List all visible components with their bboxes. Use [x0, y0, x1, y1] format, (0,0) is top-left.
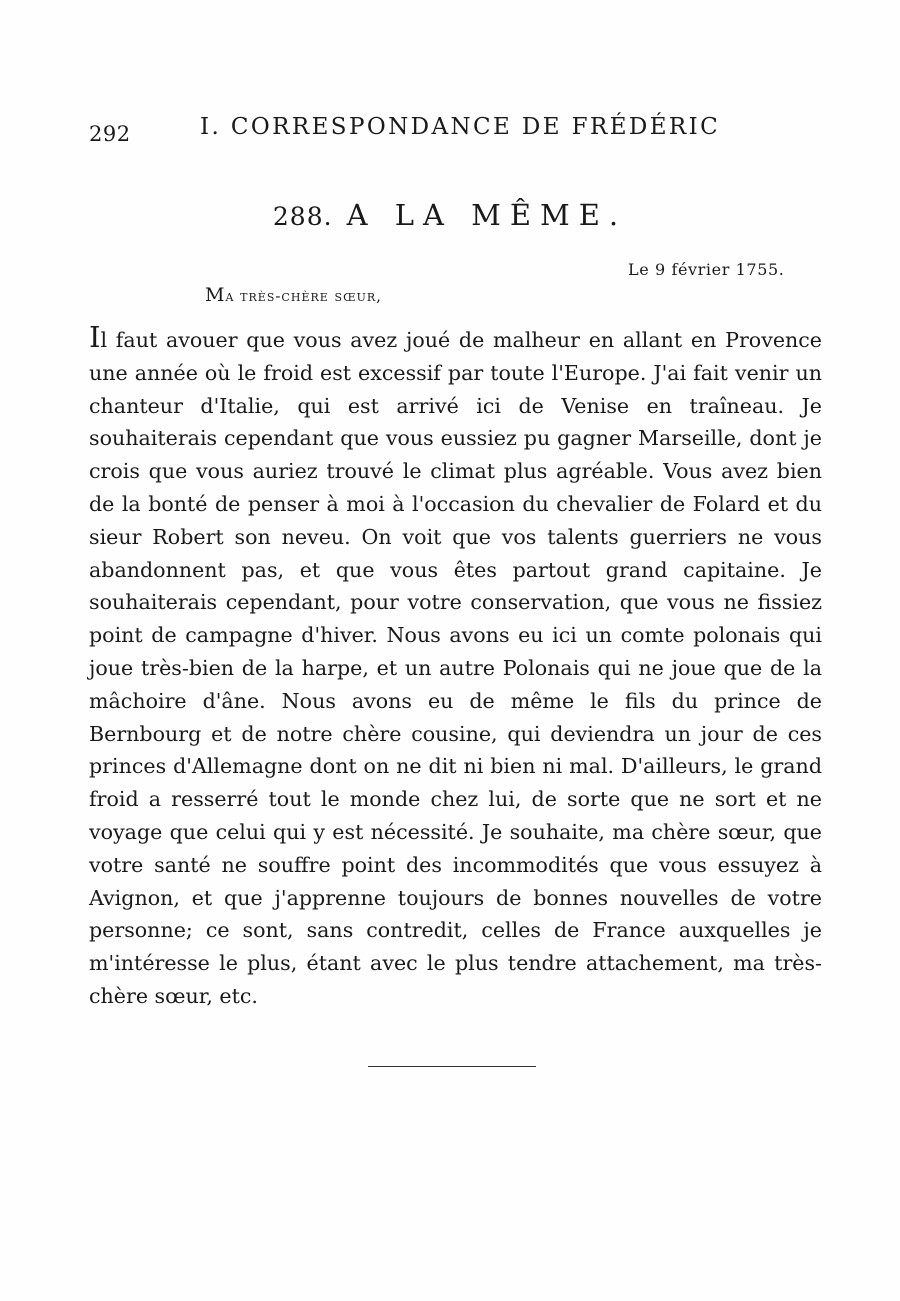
- drop-initial: I: [89, 320, 101, 354]
- letter-body: [89, 320, 822, 1013]
- end-rule: [368, 1066, 536, 1067]
- page-number: 292: [89, 122, 131, 146]
- letter-recipient: A LA MÊME.: [346, 198, 628, 232]
- salutation: Ma très-chère sœur,: [205, 284, 382, 306]
- letter-number: 288.: [272, 202, 333, 231]
- letter-title: [0, 198, 900, 232]
- letter-date: Le 9 février 1755.: [628, 260, 785, 279]
- running-head: I. CORRESPONDANCE DE FRÉDÉRIC: [200, 114, 721, 140]
- letter-body-text: l faut avouer que vous avez joué de malheur en allant en Provence une année où le froid est excessif par toute l'Europe. J'ai fait venir un chanteur d'Italie, qui est arrivé ici de Venise en traîneau. Je souhaiterais cependant que vous eussiez pu gagner Marseille, dont je crois que vous auriez trouvé le climat plus agréable. Vous avez bien de la bonté de penser à moi à l'occasion du chevalier de Folard et du sieur Robert son neveu. On voit que vos talents guerriers ne vous abandonnent pas, et que vous êtes partout grand capitaine. Je souhaiterais cependant, pour votre conservation, que vous ne fissiez point de campagne d'hiver. Nous avons eu ici un comte polonais qui joue très-bien de la harpe, et un autre Polonais qui ne joue que de la mâchoire d'âne. Nous avons eu de même le fils du prince de Bernbourg et de notre chère cousine, qui deviendra un jour de ces princes d'Allemagne dont on ne dit ni bien ni mal. D'ailleurs, le grand froid a resserré tout le monde chez lui, de sorte que ne sort et ne voyage que celui qui y est nécessité. Je souhaite, ma chère sœur, que votre santé ne souffre point des incommodités que vous essuyez à Avignon, et que j'apprenne toujours de bonnes nouvelles de votre personne; ce sont, sans contredit, celles de France auxquelles je m'intéresse le plus, étant avec le plus tendre attachement, ma très-chère sœur, etc.: [89, 328, 822, 1008]
